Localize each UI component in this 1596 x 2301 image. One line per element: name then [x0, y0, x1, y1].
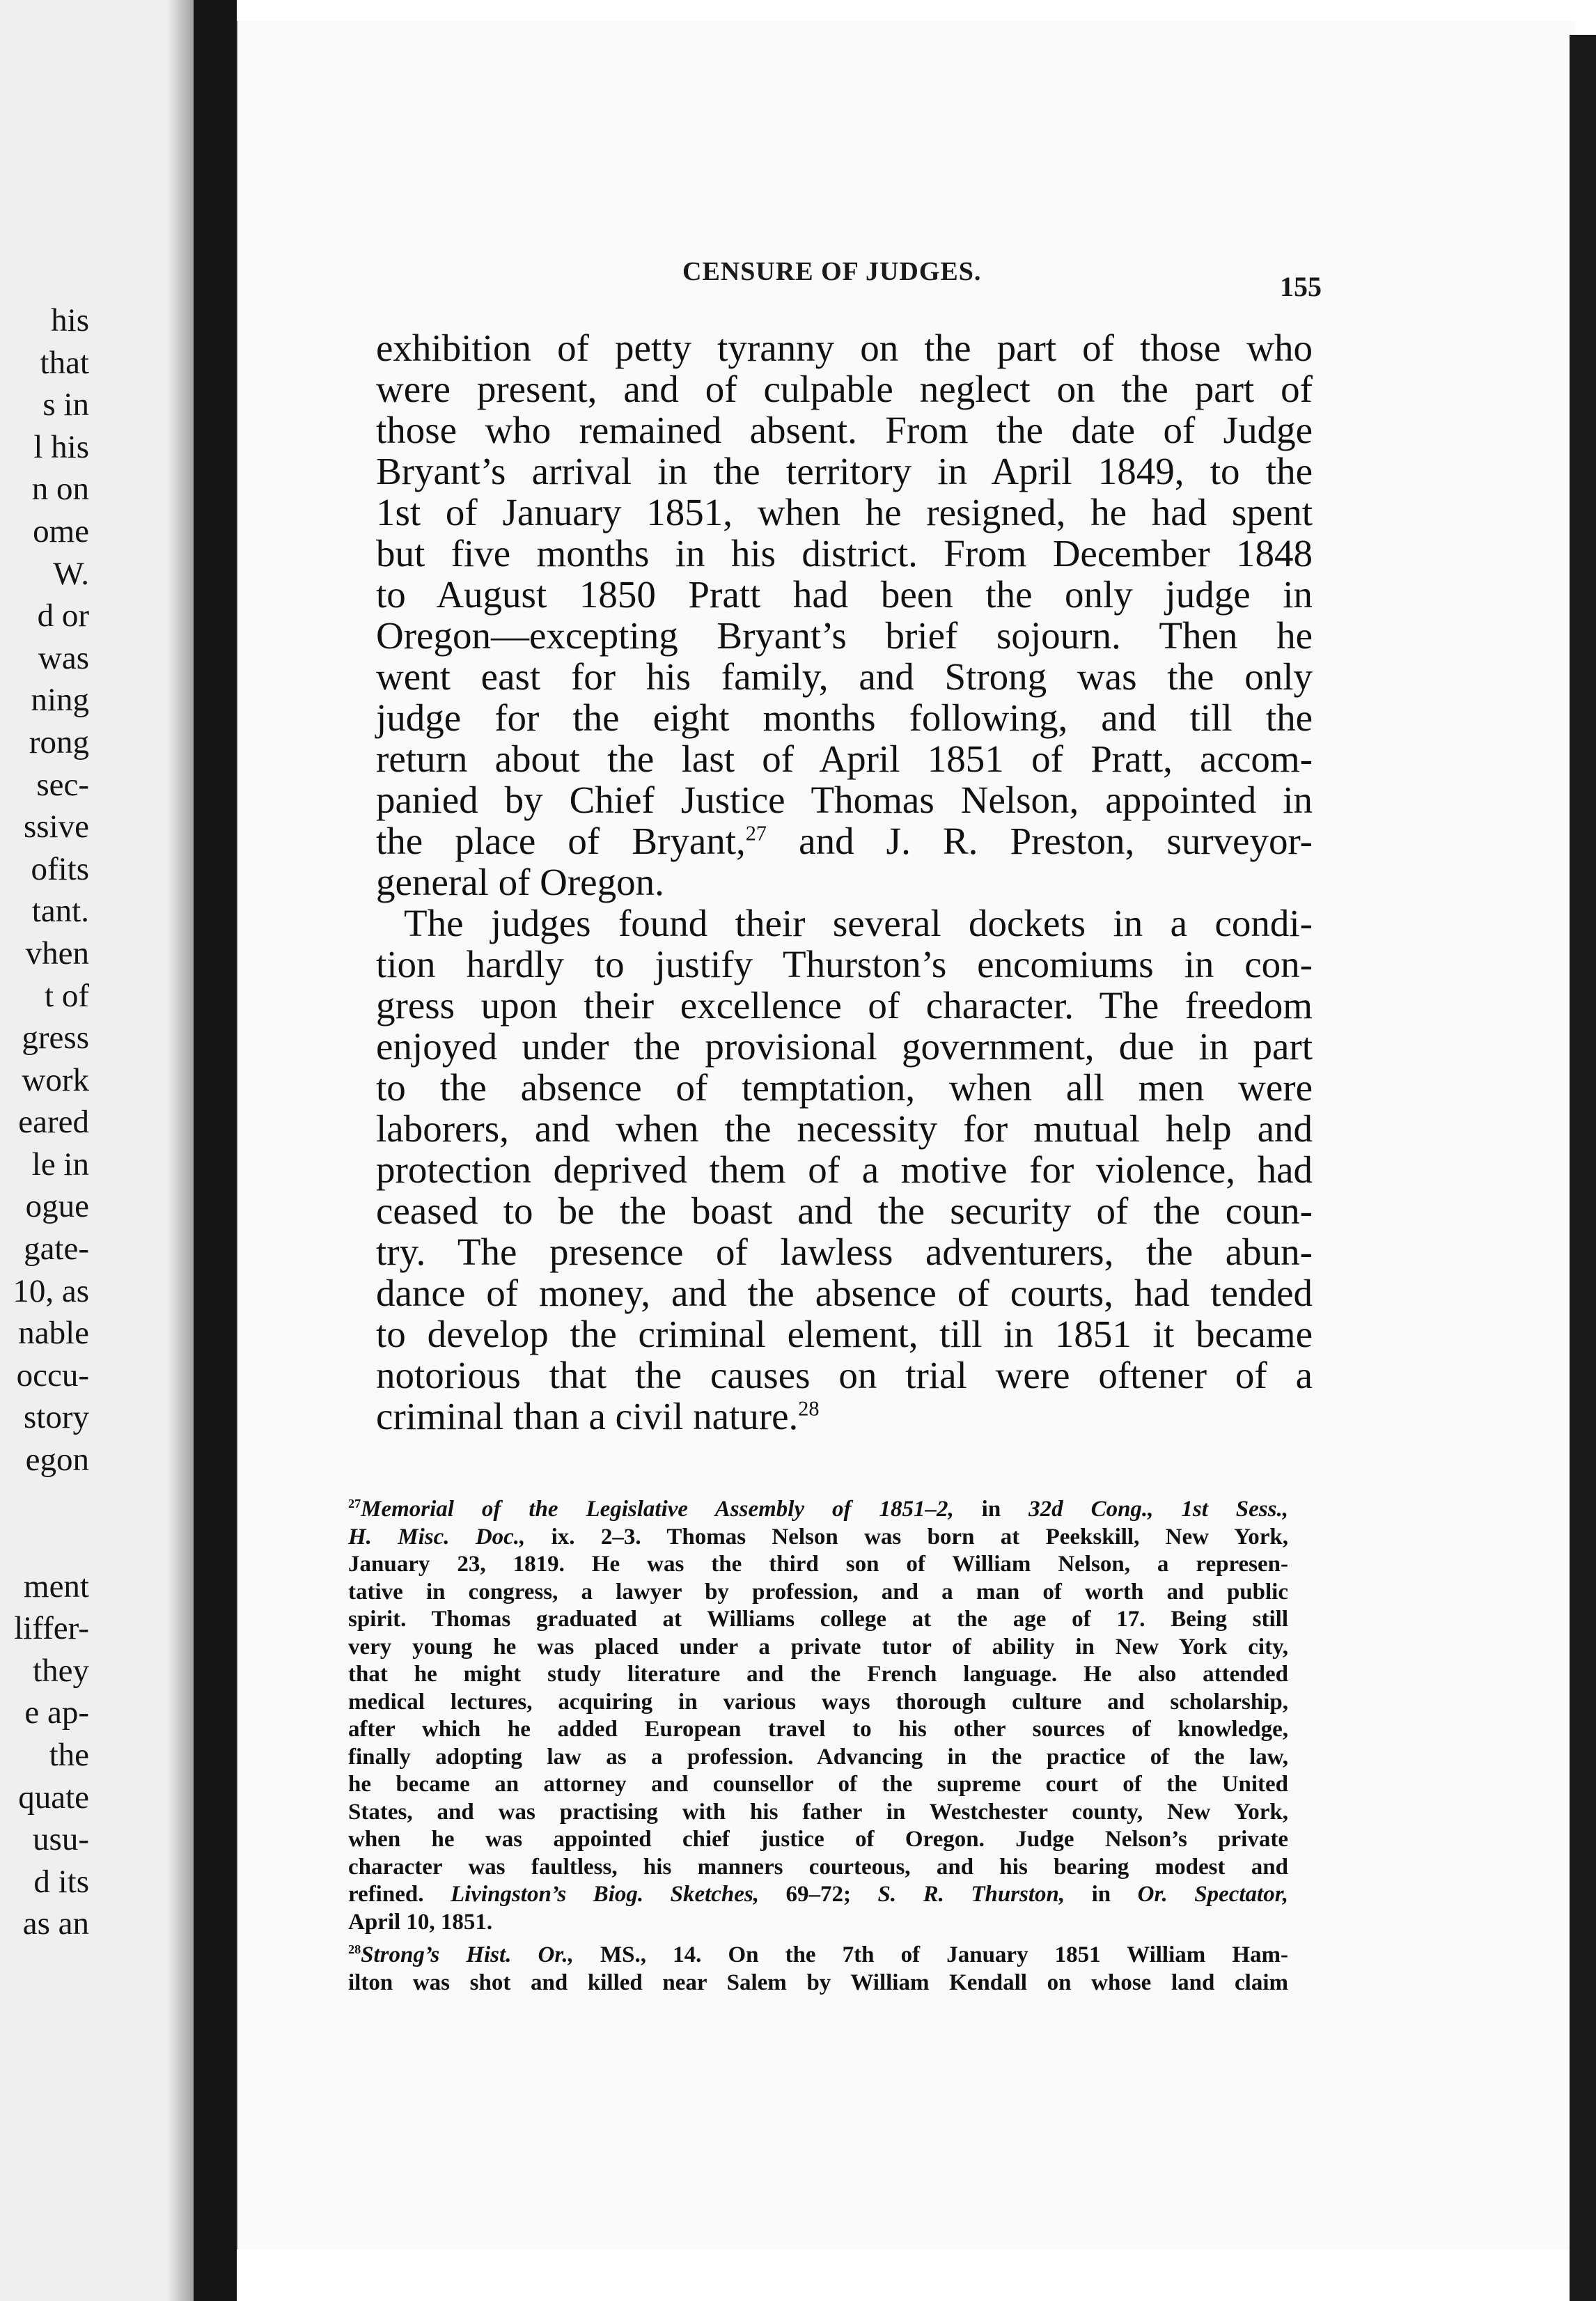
left-page-fragment: d or — [37, 598, 89, 634]
body-line: enjoyed under the provisional government, due in part — [376, 1025, 1313, 1068]
footnotes — [348, 1496, 1288, 1997]
footnote-citation: Or. Spectator, — [1137, 1882, 1289, 1907]
page-number: 155 — [1280, 271, 1322, 302]
footnote-text: in — [1065, 1882, 1138, 1907]
footnote-citation: Memorial of the Legislative Assembly of 1851–2, — [361, 1497, 954, 1522]
footnote-27-line: character was faultless, his manners courteous, and his bearing modest and — [348, 1854, 1288, 1880]
footnote-27-line: April 10, 1851. — [348, 1909, 493, 1935]
body-line: general of Oregon. — [376, 861, 664, 903]
body-line: laborers, and when the necessity for mutual help and — [376, 1107, 1313, 1150]
body-line: those who remained absent. From the date of Judge — [376, 409, 1313, 451]
footnote-27-line: tative in congress, a lawyer by profession, and a man of worth and public — [348, 1579, 1288, 1605]
footnote-28-line — [348, 1942, 1288, 1970]
footnote-27-line: finally adopting law as a profession. Advancing in the practice of the law, — [348, 1744, 1288, 1770]
left-page-fragment: s in — [42, 387, 89, 423]
left-page-fragment: ogue — [25, 1188, 89, 1225]
body-line: judge for the eight months following, and till the — [376, 696, 1313, 739]
body-line: gress upon their excellence of character. The freedom — [376, 984, 1313, 1027]
left-page-fragment: ment — [24, 1568, 89, 1605]
footnote-marker-27: 27 — [348, 1497, 361, 1511]
left-page-fragment: ssive — [24, 809, 89, 845]
footnote-gap — [348, 1936, 1288, 1942]
body-line: return about the last of April 1851 of Pratt, accom- — [376, 738, 1313, 780]
body-line: to August 1850 Pratt had been the only judge in — [376, 573, 1313, 616]
left-page-fragment: n on — [31, 471, 89, 508]
left-page-fragment: was — [38, 639, 89, 676]
footnote-text: 69–72; — [759, 1882, 878, 1907]
gutter-shadow — [167, 0, 195, 2301]
footnote-text: in — [953, 1497, 1029, 1522]
body-line: 1st of January 1851, when he resigned, he had spent — [376, 491, 1313, 533]
left-page-fragment: ofits — [31, 850, 89, 887]
left-page-fragment: gate- — [24, 1231, 89, 1268]
left-page-fragment: le in — [31, 1146, 89, 1183]
body-line: notorious that the causes on trial were oftener of a — [376, 1354, 1313, 1396]
book-gutter — [194, 0, 237, 2301]
left-page-fragment: W. — [53, 555, 89, 592]
footnote-27-line: when he was appointed chief justice of Oregon. Judge Nelson’s private — [348, 1827, 1288, 1852]
body-line: went east for his family, and Strong was the only — [376, 655, 1313, 698]
footnote-citation: 32d Cong., 1st Sess., — [1028, 1497, 1288, 1522]
left-page-fragment: e ap- — [24, 1694, 89, 1731]
footnote-28-line: ilton was shot and killed near Salem by William Kendall on whose land claim — [348, 1970, 1288, 1995]
left-page-fragment: as an — [22, 1905, 89, 1942]
left-page-fragment: gress — [22, 1020, 89, 1056]
footnote-27-line — [348, 1881, 1288, 1909]
footnote-27-line: spirit. Thomas graduated at Williams college at the age of 17. Being still — [348, 1607, 1288, 1632]
left-page-fragment: egon — [25, 1442, 89, 1479]
left-page-fragment: liffer- — [14, 1610, 89, 1647]
left-page-fragment: quate — [18, 1779, 89, 1816]
left-page-fragment: d its — [33, 1863, 89, 1900]
footnote-text: MS., 14. On the 7th of January 1851 William Ham- — [573, 1942, 1288, 1967]
body-line-with-footnote-ref — [376, 820, 1313, 861]
body-line-with-footnote-ref — [376, 1396, 1313, 1437]
footnote-27-line: after which he added European travel to his other sources of knowledge, — [348, 1717, 1288, 1742]
body-line: were present, and of culpable neglect on the part of — [376, 368, 1313, 410]
left-page-text-fragments — [0, 299, 89, 1945]
body-line: panied by Chief Justice Thomas Nelson, appointed in — [376, 779, 1313, 821]
body-text — [376, 327, 1313, 1437]
left-page-fragment: eared — [18, 1104, 89, 1141]
left-page-fragment: l his — [33, 428, 89, 465]
footnote-27-line — [348, 1524, 1288, 1552]
body-line: protection deprived them of a motive for violence, had — [376, 1148, 1313, 1191]
left-page-fragment: usu- — [33, 1821, 89, 1858]
body-line: Oregon—excepting Bryant’s brief sojourn. Then he — [376, 614, 1313, 657]
body-text-span: criminal than a civil nature. — [376, 1395, 799, 1437]
footnote-27-line: that he might study literature and the French language. He also attended — [348, 1662, 1288, 1687]
footnote-27-line: very young he was placed under a private tutor of ability in New York city, — [348, 1634, 1288, 1660]
body-line: dance of money, and the absence of courts, had tended — [376, 1272, 1313, 1314]
footnote-citation: Livingston’s Biog. Sketches, — [450, 1882, 760, 1907]
body-line: to develop the criminal element, till in 1851 it became — [376, 1313, 1313, 1355]
footnote-citation: H. Misc. Doc., — [348, 1524, 526, 1550]
left-page-fragment: rong — [29, 724, 89, 760]
left-page-fragment: occu- — [16, 1357, 89, 1394]
left-page-fragment: vhen — [25, 935, 89, 972]
footnote-27-line: he became an attorney and counsellor of the supreme court of the United — [348, 1772, 1288, 1797]
footnote-ref-27: 27 — [745, 821, 767, 845]
footnote-27-line: States, and was practising with his father in Westchester county, New York, — [348, 1799, 1288, 1825]
footnote-27-line — [348, 1496, 1288, 1524]
footnote-citation: Strong’s Hist. Or., — [361, 1942, 574, 1967]
running-head: CENSURE OF JUDGES. — [682, 257, 982, 286]
left-page-gap — [0, 1481, 89, 1566]
body-line: exhibition of petty tyranny on the part of those who — [376, 327, 1313, 369]
left-page-fragment: story — [24, 1399, 89, 1436]
footnote-citation: S. R. Thurston, — [877, 1882, 1065, 1907]
right-page-edge — [1570, 35, 1596, 2301]
paragraph-start-line: The judges found their several dockets in a condi- — [404, 902, 1313, 944]
left-page-fragment: tant. — [31, 893, 89, 930]
footnote-27-line: January 23, 1819. He was the third son of William Nelson, a represen- — [348, 1552, 1288, 1577]
left-page-fragment: work — [22, 1061, 89, 1098]
left-page-fragment: sec- — [36, 766, 89, 803]
left-page-fragment: the — [49, 1737, 89, 1773]
left-page-fragment: his — [51, 302, 89, 338]
left-page-fragment: that — [40, 344, 89, 381]
body-line: ceased to be the boast and the security of the coun- — [376, 1190, 1313, 1232]
body-line: to the absence of temptation, when all men were — [376, 1066, 1313, 1109]
footnote-ref-28: 28 — [798, 1396, 820, 1421]
footnote-marker-28: 28 — [348, 1942, 361, 1956]
left-page-fragment: ome — [33, 513, 89, 549]
left-page-fragment: nable — [18, 1315, 89, 1352]
left-page-fragment: 10, as — [13, 1272, 89, 1309]
body-line: but five months in his district. From December 1848 — [376, 532, 1313, 575]
left-page-fragment: t of — [45, 977, 89, 1014]
body-line: tion hardly to justify Thurston’s encomiums in con- — [376, 943, 1313, 985]
footnote-text: refined. — [348, 1882, 451, 1907]
body-text-span: the place of Bryant, — [376, 820, 746, 862]
footnote-27-line: medical lectures, acquiring in various ways thorough culture and scholarship, — [348, 1689, 1288, 1715]
footnote-text: ix. 2–3. Thomas Nelson was born at Peekskill, New York, — [525, 1524, 1288, 1550]
body-line: try. The presence of lawless adventurers, the abun- — [376, 1231, 1313, 1273]
left-page-fragment: they — [33, 1652, 89, 1689]
left-page-fragment: ning — [31, 682, 89, 719]
body-line: Bryant’s arrival in the territory in April 1849, to the — [376, 450, 1313, 492]
body-text-span: and J. R. Preston, surveyor- — [767, 820, 1313, 862]
